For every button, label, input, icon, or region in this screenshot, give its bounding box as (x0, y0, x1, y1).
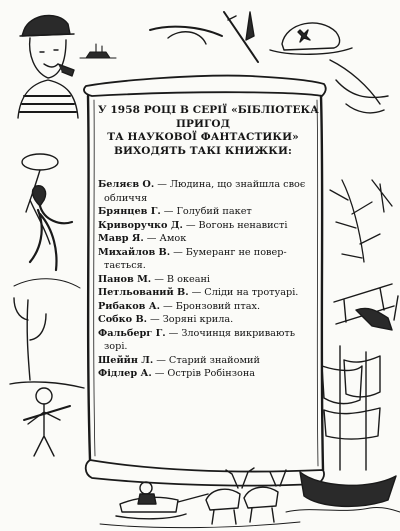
title-dash: — (154, 273, 164, 285)
book-entry (98, 354, 308, 368)
book-entry (98, 367, 308, 381)
palm-branch-illustration (330, 180, 392, 262)
title-dash: — (173, 246, 183, 258)
title-dash: — (163, 300, 173, 312)
book-entry (98, 232, 308, 246)
reindeer-sled-illustration (100, 468, 300, 528)
book-entry (98, 300, 308, 314)
title-dash: — (191, 287, 202, 298)
book-author: Брянцев Г. (98, 206, 161, 217)
book-entry (98, 246, 308, 273)
title-dash: — (154, 368, 165, 379)
book-author: Криворучко Д. (98, 219, 183, 231)
book-entry (98, 178, 308, 205)
book-author: Фідлер А. (98, 368, 152, 379)
book-entry (98, 219, 308, 233)
book-title: Злочинця викривають (181, 327, 296, 339)
book-author: Рибаков А. (98, 300, 161, 312)
title-dash: — (168, 327, 179, 339)
book-title: Зоряні крила. (162, 314, 234, 325)
book-entry (98, 313, 308, 327)
book-entry (98, 273, 308, 287)
book-list (98, 178, 308, 381)
heading-line-3: ТА НАУКОВОЇ ФАНТАСТИКИ» (107, 131, 299, 143)
explorer-gear-illustration (150, 12, 388, 113)
book-title: Бронзовий птах. (175, 300, 261, 312)
book-title: Старий знайомий (168, 354, 260, 366)
book-author: Михайлов В. (98, 246, 171, 258)
book-title: В океані (166, 273, 211, 285)
book-entry (98, 205, 308, 219)
title-dash: — (185, 219, 196, 231)
cactus-illustration (10, 298, 84, 388)
sailor-illustration (18, 15, 78, 118)
book-title: Голубий пакет (176, 206, 252, 217)
book-author: Собко В. (98, 314, 148, 325)
biplane-illustration (334, 284, 398, 330)
book-title: Амок (159, 233, 187, 244)
book-title: Бумеранг не повер- (185, 246, 287, 258)
book-announcement (92, 104, 319, 466)
heading-line-4: ВИХОДЯТЬ ТАКІ КНИЖКИ: (114, 144, 292, 157)
book-author: Петльований В. (98, 287, 189, 298)
cowboy-with-lasso-illustration (14, 154, 80, 288)
book-title-continuation: тається. (104, 260, 146, 271)
title-dash: — (150, 314, 160, 325)
heading-line-1: У 1958 РОЦІ В СЕРІЇ «БІБЛІОТЕКА (98, 104, 319, 116)
book-entry (98, 286, 308, 300)
hunter-illustration (24, 388, 70, 456)
title-dash: — (146, 233, 157, 244)
heading-line-2: ПРИГОД (175, 117, 231, 130)
book-author: Шеййн Л. (98, 354, 154, 366)
steamship-illustration (80, 44, 116, 58)
book-title: Вогонь ненависті (198, 219, 288, 231)
title-dash: — (156, 354, 166, 366)
book-author: Фальберг Г. (98, 327, 166, 339)
book-author: Панов М. (98, 273, 152, 285)
title-dash: — (157, 179, 167, 190)
book-entry (98, 327, 308, 354)
announcement-heading (98, 104, 319, 158)
book-author: Беляєв О. (98, 179, 155, 190)
book-author: Мавр Я. (98, 233, 144, 244)
book-title: Сліди на тротуарі. (204, 287, 299, 298)
book-title: Людина, що знайшла своє (169, 179, 306, 190)
title-dash: — (163, 206, 174, 217)
book-title-continuation: обличчя (104, 192, 148, 204)
book-title-continuation: зорі. (104, 341, 128, 352)
book-title: Острів Робінзона (167, 368, 256, 379)
